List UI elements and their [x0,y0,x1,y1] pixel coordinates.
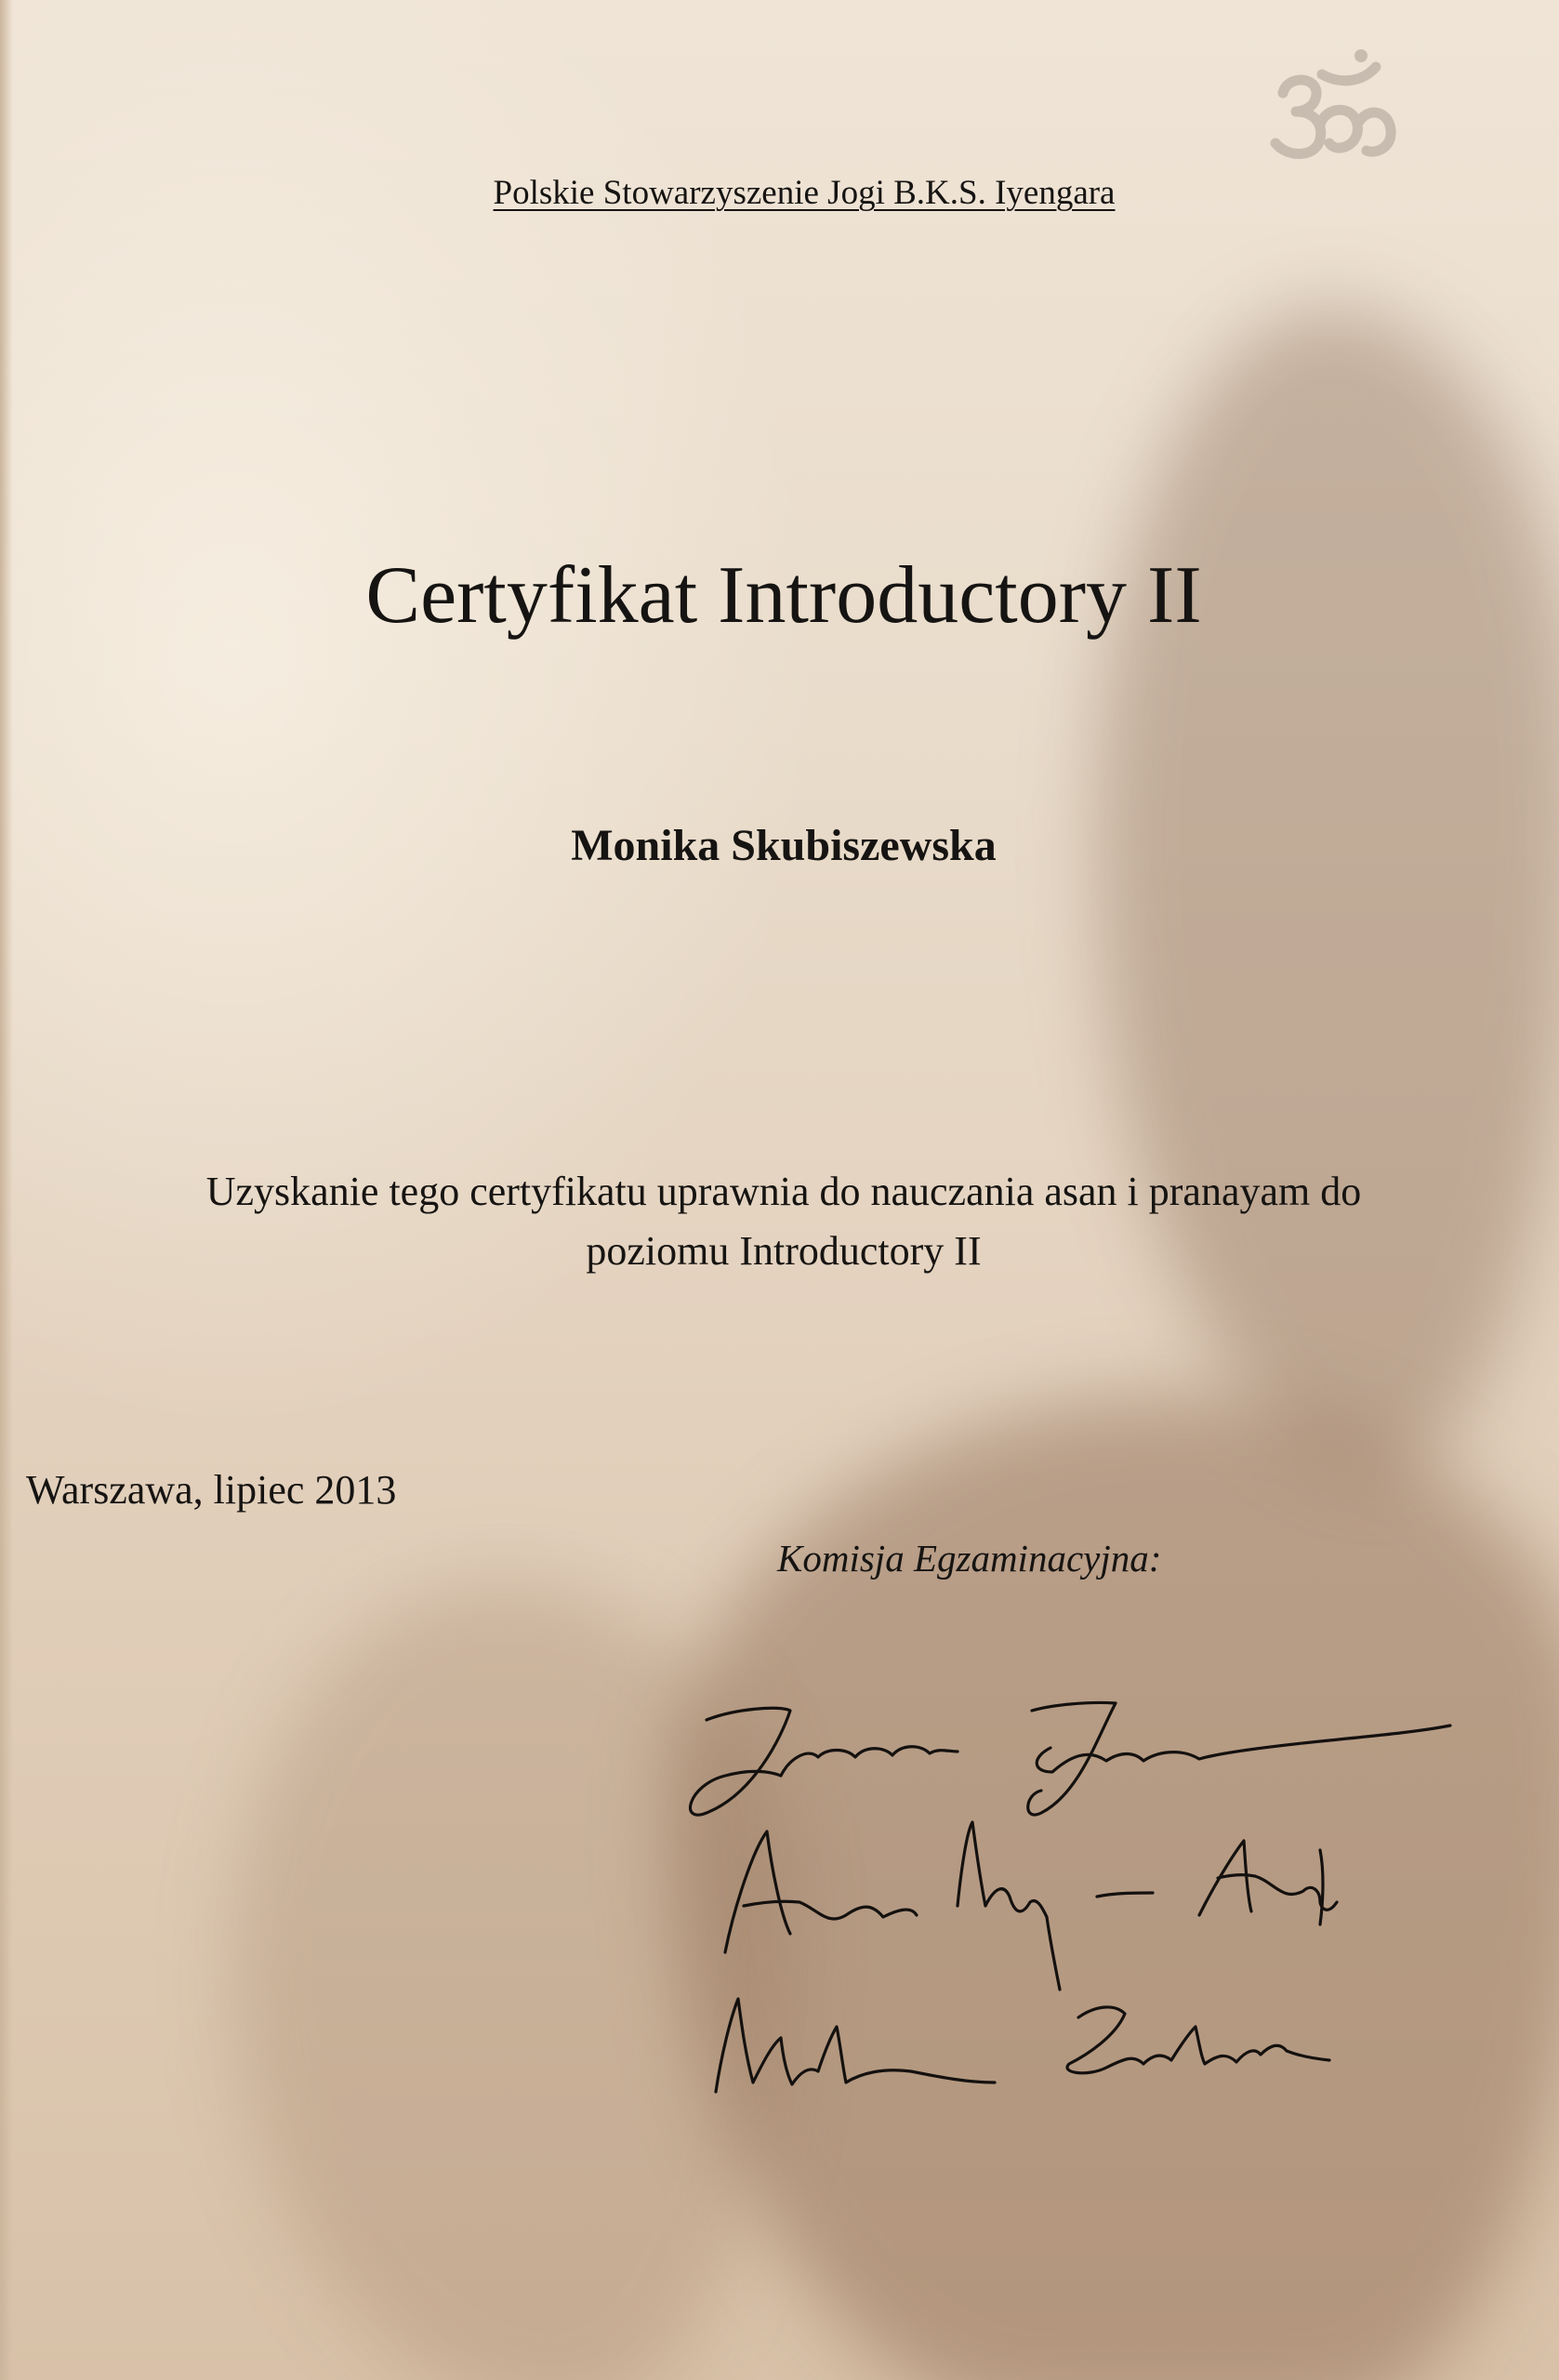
hand-shadow-upper [1097,307,1559,1469]
examiner-signatures [679,1683,1543,2110]
certificate-title: Certyfikat Introductory II [365,550,1202,641]
om-symbol-icon [1264,46,1404,167]
commission-label: Komisja Egzaminacyjna: [777,1537,1162,1580]
recipient-name: Monika Skubiszewska [571,821,997,870]
signature-1 [691,1708,958,1815]
signature-4 [716,1999,1329,2092]
description-line: poziomu Introductory II [586,1228,982,1274]
signature-3 [725,1822,1337,1990]
description-line: Uzyskanie tego certyfikatu uprawnia do nauczania asan i pranayam do [205,1169,1362,1214]
signature-2 [1028,1702,1450,1815]
organization-name: Polskie Stowarzyszenie Jogi B.K.S. Iyengara [493,174,1116,212]
place-and-date: Warszawa, lipiec 2013 [26,1467,397,1513]
certificate-description [0,1162,1559,1281]
